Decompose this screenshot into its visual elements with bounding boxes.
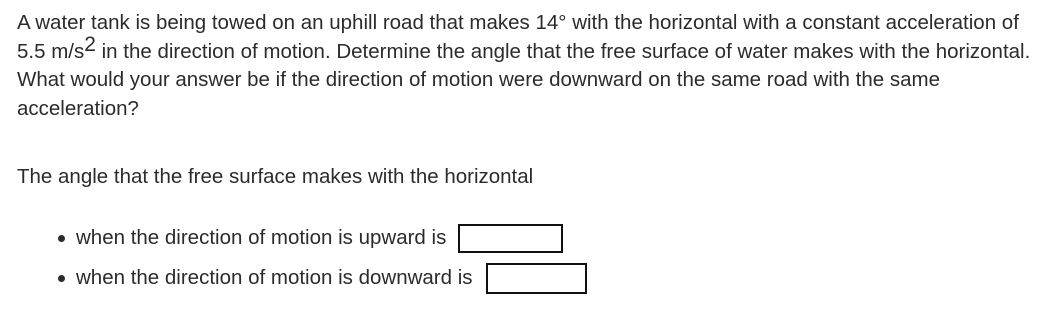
question-text-part1: A water tank is being towed on an uphill road that makes 14° with the horizontal with a constant acceleration of 5.5 m/s <box>17 11 1019 63</box>
question-text-part2: in the direction of motion. Determine the angle that the free surface of water makes with the horizontal. What would your answer be if the direction of motion were downward on the same road with the same acceleration? <box>17 39 1031 120</box>
bullet-icon <box>58 275 65 282</box>
answer-label-downward: when the direction of motion is downward is <box>76 266 473 289</box>
answer-item-upward <box>56 220 563 256</box>
question-text <box>17 9 1042 123</box>
bullet-icon <box>58 235 65 242</box>
downward-angle-input[interactable] <box>486 263 587 294</box>
upward-angle-input[interactable] <box>458 224 563 253</box>
answer-item-downward <box>56 260 587 296</box>
exponent: 2 <box>84 32 96 56</box>
answer-label-upward: when the direction of motion is upward is <box>76 226 447 249</box>
answer-prompt: The angle that the free surface makes with the horizontal <box>17 165 534 188</box>
